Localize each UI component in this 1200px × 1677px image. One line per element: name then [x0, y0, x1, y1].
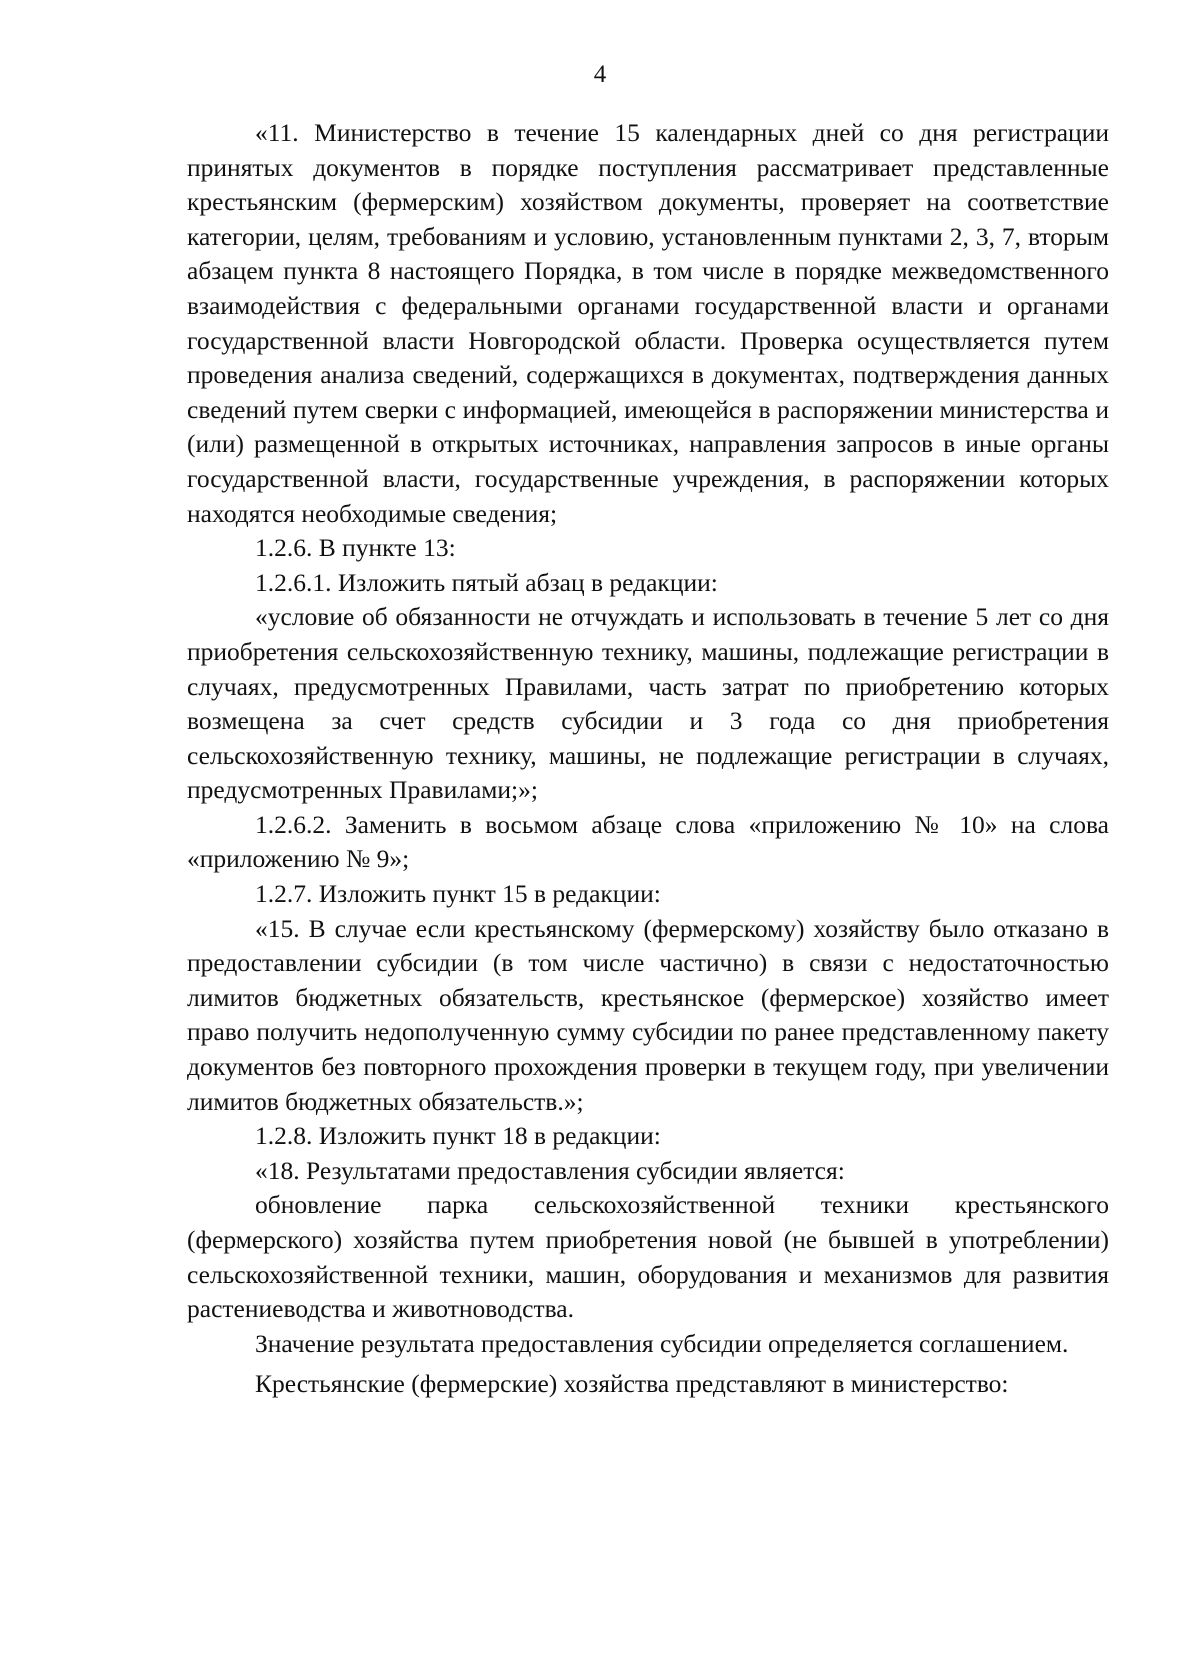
paragraph-farms-submit: Крестьянские (фермерские) хозяйства представляют в министерство: — [255, 1369, 1009, 1399]
paragraph-subsection-1-2-6-1: 1.2.6.1. Изложить пятый абзац в редакции: — [255, 567, 718, 597]
paragraph-subsection-1-2-6: 1.2.6. В пункте 13: — [255, 533, 456, 563]
document-body — [187, 116, 1109, 1402]
paragraph-condition-quote: «условие об обязанности не отчуждать и использовать в течение 5 лет со дня приобретения сельскохозяйственную технику, машины, подлежащие регистрации в случаях, предусмотренных Правилами, часть затрат по приобретению которых возмещена за счет средств субсидии и 3 года со дня приобретения сельскохозяйственную технику, машины, не подлежащие регистрации в случаях, предусмотренных Правилами;»; — [187, 602, 1109, 805]
paragraph-subsection-1-2-7: 1.2.7. Изложить пункт 15 в редакции: — [255, 879, 661, 909]
paragraph-item-18: «18. Результатами предоставления субсидии является: — [255, 1155, 845, 1185]
page-number: 4 — [593, 61, 607, 88]
paragraph-item-15: «15. В случае если крестьянскому (фермерскому) хозяйству было отказано в предоставлении субсидии (в том числе частично) в связи с недостаточностью лимитов бюджетных обязательств, крестьянское (фермерское) хозяйство имеет право получить недополученную сумму субсидии по ранее представленному пакету документов без повторного прохождения проверки в текущем году, при увеличении лимитов бюджетных обязательств.»; — [187, 913, 1109, 1116]
paragraph-result-value: Значение результата предоставления субсидии определяется соглашением. — [255, 1328, 1069, 1358]
paragraph-item-11: «11. Министерство в течение 15 календарных дней со дня регистрации принятых документов в порядке поступления рассматривает представленные крестьянским (фермерским) хозяйством документы, проверяет на соответствие категории, целям, требованиям и условию, установленным пунктами 2, 3, 7, вторым абзацем пункта 8 настоящего Порядка, в том числе в порядке межведомственного взаимодействия с федеральными органами государственной власти и органами государственной власти Новгородской области. Проверка осуществляется путем проведения анализа сведений, содержащихся в документах, подтверждения данных сведений путем сверки с информацией, имеющейся в распоряжении министерства и (или) размещенной в открытых источниках, направления запросов в иные органы государственной власти, государственные учреждения, в распоряжении которых находятся необходимые сведения; — [187, 118, 1109, 528]
paragraph-fleet-renewal: обновление парка сельскохозяйственной техники крестьянского (фермерского) хозяйства путем приобретения новой (не бывшей в употреблении) сельскохозяйственной техники, машин, оборудования и механизмов для развития растениеводства и животноводства. — [187, 1190, 1109, 1324]
paragraph-subsection-1-2-6-2: 1.2.6.2. Заменить в восьмом абзаце слова «приложению № 10» на слова «приложению № 9»; — [187, 809, 1109, 874]
paragraph-subsection-1-2-8: 1.2.8. Изложить пункт 18 в редакции: — [255, 1121, 661, 1151]
